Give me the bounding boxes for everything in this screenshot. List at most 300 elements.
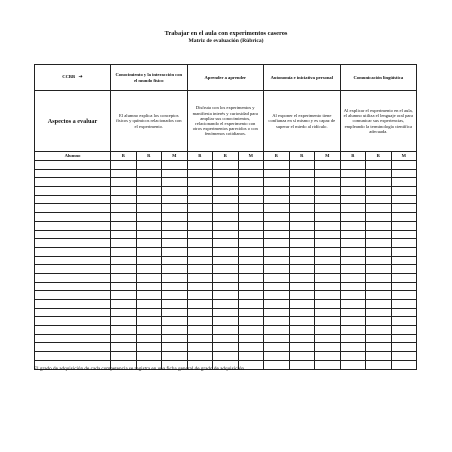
- student-name-cell[interactable]: [35, 161, 111, 170]
- grade-cell[interactable]: [315, 273, 341, 282]
- grade-cell[interactable]: [162, 247, 188, 256]
- grade-cell[interactable]: [187, 247, 213, 256]
- grade-cell[interactable]: [187, 334, 213, 343]
- grade-cell[interactable]: [391, 221, 417, 230]
- grade-cell[interactable]: [162, 178, 188, 187]
- grade-cell[interactable]: [136, 326, 162, 335]
- grade-cell[interactable]: [366, 308, 392, 317]
- grade-cell[interactable]: [111, 221, 137, 230]
- grade-cell[interactable]: [289, 187, 315, 196]
- grade-cell[interactable]: [391, 204, 417, 213]
- student-name-cell[interactable]: [35, 169, 111, 178]
- grade-cell[interactable]: [264, 352, 290, 361]
- grade-cell[interactable]: [366, 300, 392, 309]
- grade-cell[interactable]: [187, 230, 213, 239]
- grade-cell[interactable]: [366, 282, 392, 291]
- grade-cell[interactable]: [136, 161, 162, 170]
- grade-cell[interactable]: [187, 213, 213, 222]
- grade-cell[interactable]: [289, 273, 315, 282]
- grade-cell[interactable]: [289, 195, 315, 204]
- grade-cell[interactable]: [366, 178, 392, 187]
- grade-cell[interactable]: [264, 291, 290, 300]
- grade-cell[interactable]: [213, 334, 239, 343]
- grade-cell[interactable]: [136, 230, 162, 239]
- grade-cell[interactable]: [162, 352, 188, 361]
- grade-cell[interactable]: [289, 169, 315, 178]
- student-name-cell[interactable]: [35, 343, 111, 352]
- grade-cell[interactable]: [289, 265, 315, 274]
- grade-cell[interactable]: [111, 187, 137, 196]
- grade-cell[interactable]: [111, 178, 137, 187]
- grade-cell[interactable]: [315, 352, 341, 361]
- grade-cell[interactable]: [366, 360, 392, 369]
- grade-cell[interactable]: [213, 247, 239, 256]
- grade-cell[interactable]: [136, 352, 162, 361]
- grade-cell[interactable]: [391, 187, 417, 196]
- grade-cell[interactable]: [187, 221, 213, 230]
- grade-cell[interactable]: [264, 213, 290, 222]
- grade-cell[interactable]: [264, 273, 290, 282]
- grade-cell[interactable]: [213, 195, 239, 204]
- grade-cell[interactable]: [162, 334, 188, 343]
- grade-cell[interactable]: [162, 213, 188, 222]
- grade-cell[interactable]: [264, 343, 290, 352]
- grade-cell[interactable]: [391, 213, 417, 222]
- student-name-cell[interactable]: [35, 221, 111, 230]
- grade-cell[interactable]: [315, 187, 341, 196]
- grade-cell[interactable]: [289, 308, 315, 317]
- grade-cell[interactable]: [162, 273, 188, 282]
- grade-cell[interactable]: [111, 195, 137, 204]
- grade-cell[interactable]: [264, 326, 290, 335]
- student-name-cell[interactable]: [35, 282, 111, 291]
- grade-cell[interactable]: [238, 230, 264, 239]
- grade-cell[interactable]: [111, 300, 137, 309]
- grade-cell[interactable]: [162, 343, 188, 352]
- grade-cell[interactable]: [111, 317, 137, 326]
- grade-cell[interactable]: [289, 282, 315, 291]
- grade-cell[interactable]: [340, 247, 366, 256]
- grade-cell[interactable]: [315, 195, 341, 204]
- grade-cell[interactable]: [111, 352, 137, 361]
- grade-cell[interactable]: [187, 308, 213, 317]
- grade-cell[interactable]: [187, 256, 213, 265]
- grade-cell[interactable]: [289, 256, 315, 265]
- grade-cell[interactable]: [187, 195, 213, 204]
- student-name-cell[interactable]: [35, 178, 111, 187]
- grade-cell[interactable]: [391, 334, 417, 343]
- grade-cell[interactable]: [213, 317, 239, 326]
- grade-cell[interactable]: [340, 230, 366, 239]
- grade-cell[interactable]: [238, 161, 264, 170]
- grade-cell[interactable]: [289, 326, 315, 335]
- grade-cell[interactable]: [315, 291, 341, 300]
- grade-cell[interactable]: [136, 273, 162, 282]
- grade-cell[interactable]: [238, 247, 264, 256]
- grade-cell[interactable]: [213, 221, 239, 230]
- grade-cell[interactable]: [289, 161, 315, 170]
- grade-cell[interactable]: [264, 161, 290, 170]
- grade-cell[interactable]: [136, 169, 162, 178]
- grade-cell[interactable]: [391, 265, 417, 274]
- grade-cell[interactable]: [111, 343, 137, 352]
- student-name-cell[interactable]: [35, 247, 111, 256]
- grade-cell[interactable]: [162, 204, 188, 213]
- grade-cell[interactable]: [187, 239, 213, 248]
- grade-cell[interactable]: [289, 334, 315, 343]
- grade-cell[interactable]: [136, 213, 162, 222]
- grade-cell[interactable]: [340, 195, 366, 204]
- grade-cell[interactable]: [238, 334, 264, 343]
- student-name-cell[interactable]: [35, 308, 111, 317]
- grade-cell[interactable]: [315, 326, 341, 335]
- grade-cell[interactable]: [187, 291, 213, 300]
- grade-cell[interactable]: [162, 300, 188, 309]
- grade-cell[interactable]: [264, 169, 290, 178]
- grade-cell[interactable]: [187, 352, 213, 361]
- grade-cell[interactable]: [111, 161, 137, 170]
- grade-cell[interactable]: [264, 195, 290, 204]
- grade-cell[interactable]: [366, 343, 392, 352]
- grade-cell[interactable]: [238, 273, 264, 282]
- grade-cell[interactable]: [111, 213, 137, 222]
- grade-cell[interactable]: [340, 360, 366, 369]
- grade-cell[interactable]: [340, 256, 366, 265]
- grade-cell[interactable]: [187, 178, 213, 187]
- student-name-cell[interactable]: [35, 265, 111, 274]
- grade-cell[interactable]: [289, 291, 315, 300]
- grade-cell[interactable]: [366, 334, 392, 343]
- grade-cell[interactable]: [340, 334, 366, 343]
- grade-cell[interactable]: [315, 178, 341, 187]
- grade-cell[interactable]: [187, 273, 213, 282]
- grade-cell[interactable]: [391, 317, 417, 326]
- grade-cell[interactable]: [136, 247, 162, 256]
- grade-cell[interactable]: [136, 282, 162, 291]
- grade-cell[interactable]: [340, 204, 366, 213]
- grade-cell[interactable]: [213, 204, 239, 213]
- grade-cell[interactable]: [315, 334, 341, 343]
- grade-cell[interactable]: [340, 265, 366, 274]
- grade-cell[interactable]: [315, 300, 341, 309]
- grade-cell[interactable]: [213, 256, 239, 265]
- grade-cell[interactable]: [238, 169, 264, 178]
- grade-cell[interactable]: [213, 178, 239, 187]
- grade-cell[interactable]: [111, 256, 137, 265]
- grade-cell[interactable]: [391, 195, 417, 204]
- grade-cell[interactable]: [162, 221, 188, 230]
- grade-cell[interactable]: [213, 291, 239, 300]
- grade-cell[interactable]: [264, 256, 290, 265]
- grade-cell[interactable]: [162, 161, 188, 170]
- grade-cell[interactable]: [315, 360, 341, 369]
- grade-cell[interactable]: [391, 352, 417, 361]
- grade-cell[interactable]: [391, 169, 417, 178]
- student-name-cell[interactable]: [35, 352, 111, 361]
- grade-cell[interactable]: [289, 230, 315, 239]
- grade-cell[interactable]: [238, 343, 264, 352]
- student-name-cell[interactable]: [35, 187, 111, 196]
- grade-cell[interactable]: [391, 282, 417, 291]
- grade-cell[interactable]: [315, 161, 341, 170]
- grade-cell[interactable]: [366, 291, 392, 300]
- grade-cell[interactable]: [391, 360, 417, 369]
- grade-cell[interactable]: [315, 213, 341, 222]
- grade-cell[interactable]: [264, 187, 290, 196]
- grade-cell[interactable]: [238, 282, 264, 291]
- student-name-cell[interactable]: [35, 326, 111, 335]
- grade-cell[interactable]: [315, 221, 341, 230]
- grade-cell[interactable]: [213, 265, 239, 274]
- grade-cell[interactable]: [162, 239, 188, 248]
- grade-cell[interactable]: [366, 317, 392, 326]
- grade-cell[interactable]: [340, 161, 366, 170]
- student-name-cell[interactable]: [35, 334, 111, 343]
- grade-cell[interactable]: [289, 178, 315, 187]
- grade-cell[interactable]: [340, 317, 366, 326]
- grade-cell[interactable]: [162, 256, 188, 265]
- grade-cell[interactable]: [187, 343, 213, 352]
- grade-cell[interactable]: [340, 169, 366, 178]
- grade-cell[interactable]: [366, 230, 392, 239]
- grade-cell[interactable]: [340, 221, 366, 230]
- grade-cell[interactable]: [187, 317, 213, 326]
- grade-cell[interactable]: [136, 221, 162, 230]
- grade-cell[interactable]: [111, 247, 137, 256]
- grade-cell[interactable]: [366, 161, 392, 170]
- grade-cell[interactable]: [238, 256, 264, 265]
- grade-cell[interactable]: [289, 221, 315, 230]
- grade-cell[interactable]: [289, 204, 315, 213]
- grade-cell[interactable]: [238, 221, 264, 230]
- grade-cell[interactable]: [391, 308, 417, 317]
- grade-cell[interactable]: [162, 308, 188, 317]
- grade-cell[interactable]: [238, 265, 264, 274]
- grade-cell[interactable]: [289, 239, 315, 248]
- grade-cell[interactable]: [238, 204, 264, 213]
- student-name-cell[interactable]: [35, 195, 111, 204]
- grade-cell[interactable]: [366, 352, 392, 361]
- grade-cell[interactable]: [366, 221, 392, 230]
- grade-cell[interactable]: [136, 317, 162, 326]
- grade-cell[interactable]: [136, 195, 162, 204]
- grade-cell[interactable]: [213, 343, 239, 352]
- grade-cell[interactable]: [340, 239, 366, 248]
- grade-cell[interactable]: [136, 343, 162, 352]
- grade-cell[interactable]: [340, 352, 366, 361]
- grade-cell[interactable]: [340, 187, 366, 196]
- grade-cell[interactable]: [238, 308, 264, 317]
- grade-cell[interactable]: [391, 343, 417, 352]
- grade-cell[interactable]: [238, 291, 264, 300]
- grade-cell[interactable]: [238, 300, 264, 309]
- grade-cell[interactable]: [264, 360, 290, 369]
- grade-cell[interactable]: [213, 213, 239, 222]
- grade-cell[interactable]: [187, 204, 213, 213]
- grade-cell[interactable]: [111, 326, 137, 335]
- grade-cell[interactable]: [111, 334, 137, 343]
- grade-cell[interactable]: [315, 265, 341, 274]
- grade-cell[interactable]: [213, 187, 239, 196]
- grade-cell[interactable]: [213, 326, 239, 335]
- grade-cell[interactable]: [213, 282, 239, 291]
- grade-cell[interactable]: [315, 247, 341, 256]
- grade-cell[interactable]: [162, 291, 188, 300]
- grade-cell[interactable]: [213, 300, 239, 309]
- grade-cell[interactable]: [136, 308, 162, 317]
- grade-cell[interactable]: [187, 282, 213, 291]
- grade-cell[interactable]: [340, 343, 366, 352]
- grade-cell[interactable]: [162, 265, 188, 274]
- grade-cell[interactable]: [213, 230, 239, 239]
- grade-cell[interactable]: [213, 169, 239, 178]
- grade-cell[interactable]: [366, 326, 392, 335]
- grade-cell[interactable]: [136, 178, 162, 187]
- grade-cell[interactable]: [187, 169, 213, 178]
- grade-cell[interactable]: [391, 230, 417, 239]
- grade-cell[interactable]: [187, 326, 213, 335]
- grade-cell[interactable]: [111, 204, 137, 213]
- grade-cell[interactable]: [162, 187, 188, 196]
- grade-cell[interactable]: [213, 161, 239, 170]
- grade-cell[interactable]: [264, 334, 290, 343]
- grade-cell[interactable]: [136, 265, 162, 274]
- grade-cell[interactable]: [111, 239, 137, 248]
- grade-cell[interactable]: [366, 265, 392, 274]
- grade-cell[interactable]: [162, 326, 188, 335]
- grade-cell[interactable]: [238, 317, 264, 326]
- grade-cell[interactable]: [213, 352, 239, 361]
- grade-cell[interactable]: [264, 230, 290, 239]
- student-name-cell[interactable]: [35, 239, 111, 248]
- grade-cell[interactable]: [366, 195, 392, 204]
- grade-cell[interactable]: [289, 300, 315, 309]
- grade-cell[interactable]: [340, 326, 366, 335]
- grade-cell[interactable]: [315, 343, 341, 352]
- grade-cell[interactable]: [391, 256, 417, 265]
- grade-cell[interactable]: [264, 282, 290, 291]
- grade-cell[interactable]: [187, 187, 213, 196]
- grade-cell[interactable]: [238, 178, 264, 187]
- grade-cell[interactable]: [264, 317, 290, 326]
- grade-cell[interactable]: [111, 230, 137, 239]
- grade-cell[interactable]: [366, 256, 392, 265]
- grade-cell[interactable]: [289, 352, 315, 361]
- grade-cell[interactable]: [340, 291, 366, 300]
- grade-cell[interactable]: [340, 273, 366, 282]
- grade-cell[interactable]: [315, 204, 341, 213]
- grade-cell[interactable]: [136, 239, 162, 248]
- grade-cell[interactable]: [315, 230, 341, 239]
- grade-cell[interactable]: [340, 282, 366, 291]
- grade-cell[interactable]: [238, 239, 264, 248]
- student-name-cell[interactable]: [35, 213, 111, 222]
- grade-cell[interactable]: [391, 291, 417, 300]
- grade-cell[interactable]: [315, 317, 341, 326]
- grade-cell[interactable]: [136, 204, 162, 213]
- grade-cell[interactable]: [264, 178, 290, 187]
- grade-cell[interactable]: [366, 187, 392, 196]
- grade-cell[interactable]: [391, 273, 417, 282]
- grade-cell[interactable]: [391, 247, 417, 256]
- grade-cell[interactable]: [136, 334, 162, 343]
- grade-cell[interactable]: [289, 317, 315, 326]
- grade-cell[interactable]: [366, 169, 392, 178]
- grade-cell[interactable]: [340, 178, 366, 187]
- grade-cell[interactable]: [315, 308, 341, 317]
- grade-cell[interactable]: [213, 308, 239, 317]
- student-name-cell[interactable]: [35, 300, 111, 309]
- grade-cell[interactable]: [340, 213, 366, 222]
- grade-cell[interactable]: [238, 352, 264, 361]
- grade-cell[interactable]: [289, 247, 315, 256]
- grade-cell[interactable]: [391, 326, 417, 335]
- grade-cell[interactable]: [111, 308, 137, 317]
- grade-cell[interactable]: [111, 282, 137, 291]
- grade-cell[interactable]: [366, 204, 392, 213]
- grade-cell[interactable]: [238, 195, 264, 204]
- grade-cell[interactable]: [315, 282, 341, 291]
- grade-cell[interactable]: [366, 213, 392, 222]
- student-name-cell[interactable]: [35, 230, 111, 239]
- grade-cell[interactable]: [111, 291, 137, 300]
- grade-cell[interactable]: [162, 169, 188, 178]
- student-name-cell[interactable]: [35, 204, 111, 213]
- grade-cell[interactable]: [187, 265, 213, 274]
- grade-cell[interactable]: [238, 326, 264, 335]
- grade-cell[interactable]: [340, 300, 366, 309]
- grade-cell[interactable]: [366, 239, 392, 248]
- grade-cell[interactable]: [391, 178, 417, 187]
- grade-cell[interactable]: [366, 247, 392, 256]
- grade-cell[interactable]: [111, 273, 137, 282]
- grade-cell[interactable]: [264, 308, 290, 317]
- grade-cell[interactable]: [289, 360, 315, 369]
- student-name-cell[interactable]: [35, 273, 111, 282]
- grade-cell[interactable]: [136, 256, 162, 265]
- student-name-cell[interactable]: [35, 317, 111, 326]
- grade-cell[interactable]: [264, 221, 290, 230]
- grade-cell[interactable]: [264, 247, 290, 256]
- grade-cell[interactable]: [264, 300, 290, 309]
- grade-cell[interactable]: [315, 239, 341, 248]
- grade-cell[interactable]: [391, 161, 417, 170]
- grade-cell[interactable]: [315, 256, 341, 265]
- grade-cell[interactable]: [136, 187, 162, 196]
- grade-cell[interactable]: [136, 291, 162, 300]
- grade-cell[interactable]: [391, 300, 417, 309]
- grade-cell[interactable]: [264, 265, 290, 274]
- grade-cell[interactable]: [238, 213, 264, 222]
- grade-cell[interactable]: [213, 273, 239, 282]
- student-name-cell[interactable]: [35, 256, 111, 265]
- grade-cell[interactable]: [264, 239, 290, 248]
- grade-cell[interactable]: [340, 308, 366, 317]
- student-name-cell[interactable]: [35, 291, 111, 300]
- grade-cell[interactable]: [162, 317, 188, 326]
- grade-cell[interactable]: [315, 169, 341, 178]
- grade-cell[interactable]: [289, 213, 315, 222]
- grade-cell[interactable]: [187, 300, 213, 309]
- grade-cell[interactable]: [213, 239, 239, 248]
- grade-cell[interactable]: [162, 195, 188, 204]
- grade-cell[interactable]: [162, 230, 188, 239]
- grade-cell[interactable]: [111, 265, 137, 274]
- grade-cell[interactable]: [111, 169, 137, 178]
- grade-cell[interactable]: [391, 239, 417, 248]
- grade-cell[interactable]: [162, 282, 188, 291]
- grade-cell[interactable]: [136, 300, 162, 309]
